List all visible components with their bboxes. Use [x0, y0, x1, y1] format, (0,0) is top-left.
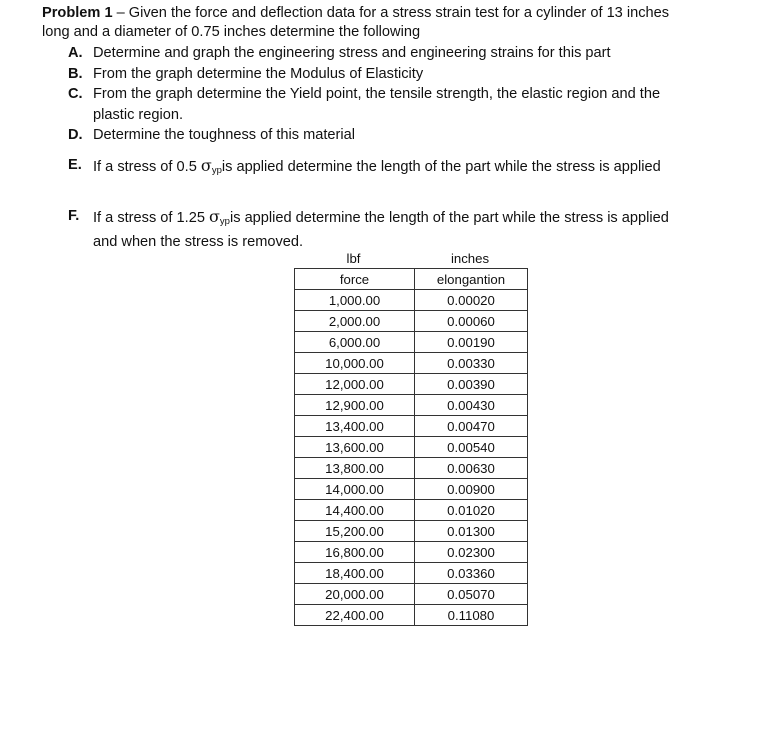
force-cell: 1,000.00 [295, 290, 415, 311]
sigma-subscript: yp [211, 165, 222, 176]
question-letter: B. [68, 66, 83, 82]
question-item-f [68, 206, 688, 253]
table-header-row [295, 269, 528, 290]
table-row [295, 479, 528, 500]
question-item-d [68, 125, 688, 146]
elongation-cell: 0.00540 [415, 437, 528, 458]
elongation-column-header: elongantion [415, 269, 528, 290]
question-item-e [68, 155, 688, 181]
force-cell: 20,000.00 [295, 584, 415, 605]
force-cell: 2,000.00 [295, 311, 415, 332]
table-row [295, 563, 528, 584]
question-letter: F. [68, 208, 80, 224]
elongation-cell: 0.00330 [415, 353, 528, 374]
problem-label: Problem 1 [42, 5, 113, 21]
table-row [295, 500, 528, 521]
question-letter: D. [68, 127, 83, 143]
question-letter: C. [68, 86, 83, 102]
table-row [295, 374, 528, 395]
elongation-cell: 0.00020 [415, 290, 528, 311]
table-row [295, 332, 528, 353]
force-cell: 12,000.00 [295, 374, 415, 395]
question-text: Determine and graph the engineering stress and engineering strains for this part [93, 45, 611, 61]
question-letter: E. [68, 157, 82, 173]
force-cell: 18,400.00 [295, 563, 415, 584]
force-column-header: force [295, 269, 415, 290]
elongation-cell: 0.01300 [415, 521, 528, 542]
elongation-cell: 0.11080 [415, 605, 528, 626]
force-cell: 12,900.00 [295, 395, 415, 416]
table-row [295, 416, 528, 437]
elongation-cell: 0.05070 [415, 584, 528, 605]
force-cell: 14,400.00 [295, 500, 415, 521]
question-letter: A. [68, 45, 83, 61]
force-cell: 10,000.00 [295, 353, 415, 374]
elongation-cell: 0.00390 [415, 374, 528, 395]
force-cell: 6,000.00 [295, 332, 415, 353]
table-row [295, 290, 528, 311]
problem-statement [42, 4, 682, 42]
table-row [295, 458, 528, 479]
table-row [295, 584, 528, 605]
sigma-symbol: σ [200, 156, 212, 175]
question-text [93, 155, 688, 181]
force-unit-label: lbf [346, 251, 361, 266]
table-row [295, 353, 528, 374]
question-item-c [68, 84, 688, 126]
force-cell: 13,800.00 [295, 458, 415, 479]
table-row [295, 521, 528, 542]
table-row [295, 605, 528, 626]
question-text: From the graph determine the Yield point, the tensile strength, the elastic region and the plastic region. [93, 86, 661, 123]
elongation-cell: 0.03360 [415, 563, 528, 584]
elongation-cell: 0.00630 [415, 458, 528, 479]
force-cell: 16,800.00 [295, 542, 415, 563]
elongation-cell: 0.00470 [415, 416, 528, 437]
table-row [295, 437, 528, 458]
elongation-cell: 0.02300 [415, 542, 528, 563]
elongation-cell: 0.00190 [415, 332, 528, 353]
elongation-cell: 0.00060 [415, 311, 528, 332]
force-cell: 13,400.00 [295, 416, 415, 437]
elongation-cell: 0.00430 [415, 395, 528, 416]
table-row [295, 542, 528, 563]
question-item-a [68, 43, 688, 64]
question-text-pre: If a stress of 1.25 [93, 210, 209, 226]
problem-intro-text: – Given the force and deflection data for a stress strain test for a cylinder of 13 inches long and a diameter of 0.75 inches determine the following [42, 5, 670, 40]
sigma-subscript: yp [219, 216, 230, 227]
question-text-post: is applied determine the length of the part while the stress is applied [221, 159, 661, 175]
force-elongation-table [294, 268, 528, 626]
elongation-unit-label: inches [450, 251, 490, 266]
elongation-cell: 0.01020 [415, 500, 528, 521]
question-text-post: is applied determine the length of the part while the stress is applied and when the stress is removed. [93, 210, 669, 250]
force-cell: 15,200.00 [295, 521, 415, 542]
table-row [295, 311, 528, 332]
question-text [93, 206, 688, 253]
question-text: Determine the toughness of this material [93, 127, 356, 143]
force-cell: 14,000.00 [295, 479, 415, 500]
sigma-symbol: σ [209, 207, 220, 226]
force-cell: 22,400.00 [295, 605, 415, 626]
question-text: From the graph determine the Modulus of Elasticity [93, 66, 424, 82]
question-item-b [68, 64, 688, 85]
table-row [295, 395, 528, 416]
elongation-cell: 0.00900 [415, 479, 528, 500]
force-cell: 13,600.00 [295, 437, 415, 458]
question-text-pre: If a stress of 0.5 [93, 159, 201, 175]
